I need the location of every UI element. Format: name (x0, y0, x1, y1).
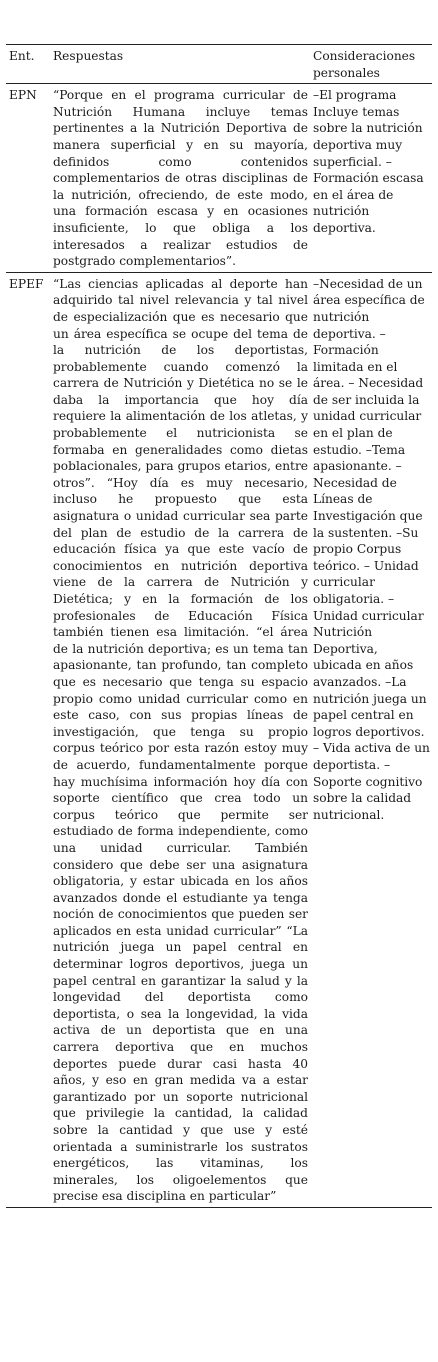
header-row (6, 45, 432, 84)
row-ent: EPEF (9, 276, 44, 291)
table-row (6, 84, 432, 273)
row-consideraciones: –El programa Incluye temas sobre la nutrición deportiva muy superficial. – Formación escasa en el área de nutrición deportiva. (313, 88, 424, 235)
table-body (6, 84, 432, 1208)
row-ent: EPN (9, 88, 37, 103)
row-respuesta: “Las ciencias aplicadas al deporte han adquirido tal nivel relevancia y tal nivel de especialización que es necesario que un área específica se ocupe del tema de la nutrición de los deportistas, probablemente cuando comenzó la carrera de Nutrición y Dietética no se le daba la importancia que hoy día requiere la alimentación de los atletas, y probablemente el nutricionista se formaba en generalidades como dietas poblacionales, para grupos etarios, entre otros”. “Hoy día es muy necesario, incluso he propuesto que esta asignatura o unidad curricular sea parte del plan de estudio de la carrera de educación física ya que este vacío de conocimientos en nutrición deportiva viene de la carrera de Nutrición y Dietética; y en la formación de los profesionales de Educación Física también tienen esa limitación. “el área de la nutrición deportiva; es un tema tan apasionante, tan profundo, tan completo que es necesario que tenga su espacio propio como unidad curricular como en este caso, con sus propias líneas de investigación, que tenga su propio corpus teórico por esta razón estoy muy de acuerdo, fundamentalmente porque hay muchísima información hoy día con soporte científico que crea todo un corpus teórico que permite ser estudiado de forma independiente, como una unidad curricular. También considero que debe ser una asignatura obligatoria, y estar ubicada en los años avanzados donde el estudiante ya tenga noción de conocimientos que pueden ser aplicados en esta unidad curricular” “La nutrición juega un papel central en determinar logros deportivos, juega un papel central en garantizar la salud y la longevidad del deportista como deportista, o sea la longevidad, la vida activa de un deportista que en una carrera deportiva que en muchos deportes puede durar casi hasta 40 años, y eso en gran medida va a estar garantizado por un soporte nutricional que privilegie la cantidad, la calidad sobre la cantidad y que use y esté orientada a suministrarle los sustratos energéticos, las vitaminas, los minerales, los oligoelementos que precise esa disciplina en particular” (53, 276, 308, 1204)
interview-table (6, 44, 432, 1208)
row-consideraciones: –Necesidad de un área específica de nutrición deportiva. – Formación limitada en el área. – Necesidad de ser incluida la unidad curricular en el plan de estudio. –Tema apasionante. – Necesidad de Líneas de Investigación que la sustenten. –Su propio Corpus teórico. – Unidad curricular obligatoria. – Unidad curricular Nutrición Deportiva, ubicada en años avanzados. –La nutrición juega un papel central en logros deportivos. – Vida activa de un deportista. – Soporte cognitivo sobre la calidad nutricional. (313, 276, 430, 822)
header-ent: Ent. (9, 49, 35, 63)
table-header (6, 45, 432, 84)
table-row (6, 272, 432, 1207)
header-respuestas: Respuestas (53, 49, 124, 63)
header-consideraciones: Consideraciones personales (313, 49, 416, 80)
row-respuesta: “Porque en el programa curricular de Nutrición Humana incluye temas pertinentes a la Nutrición Deportiva de manera superficial y en su mayoría, definidos como contenidos complementarios de otras disciplinas de la nutrición, ofreciendo, de este modo, una formación escasa y en ocasiones insuficiente, lo que obliga a los interesados a realizar estudios de postgrado complementarios”. (53, 88, 308, 269)
